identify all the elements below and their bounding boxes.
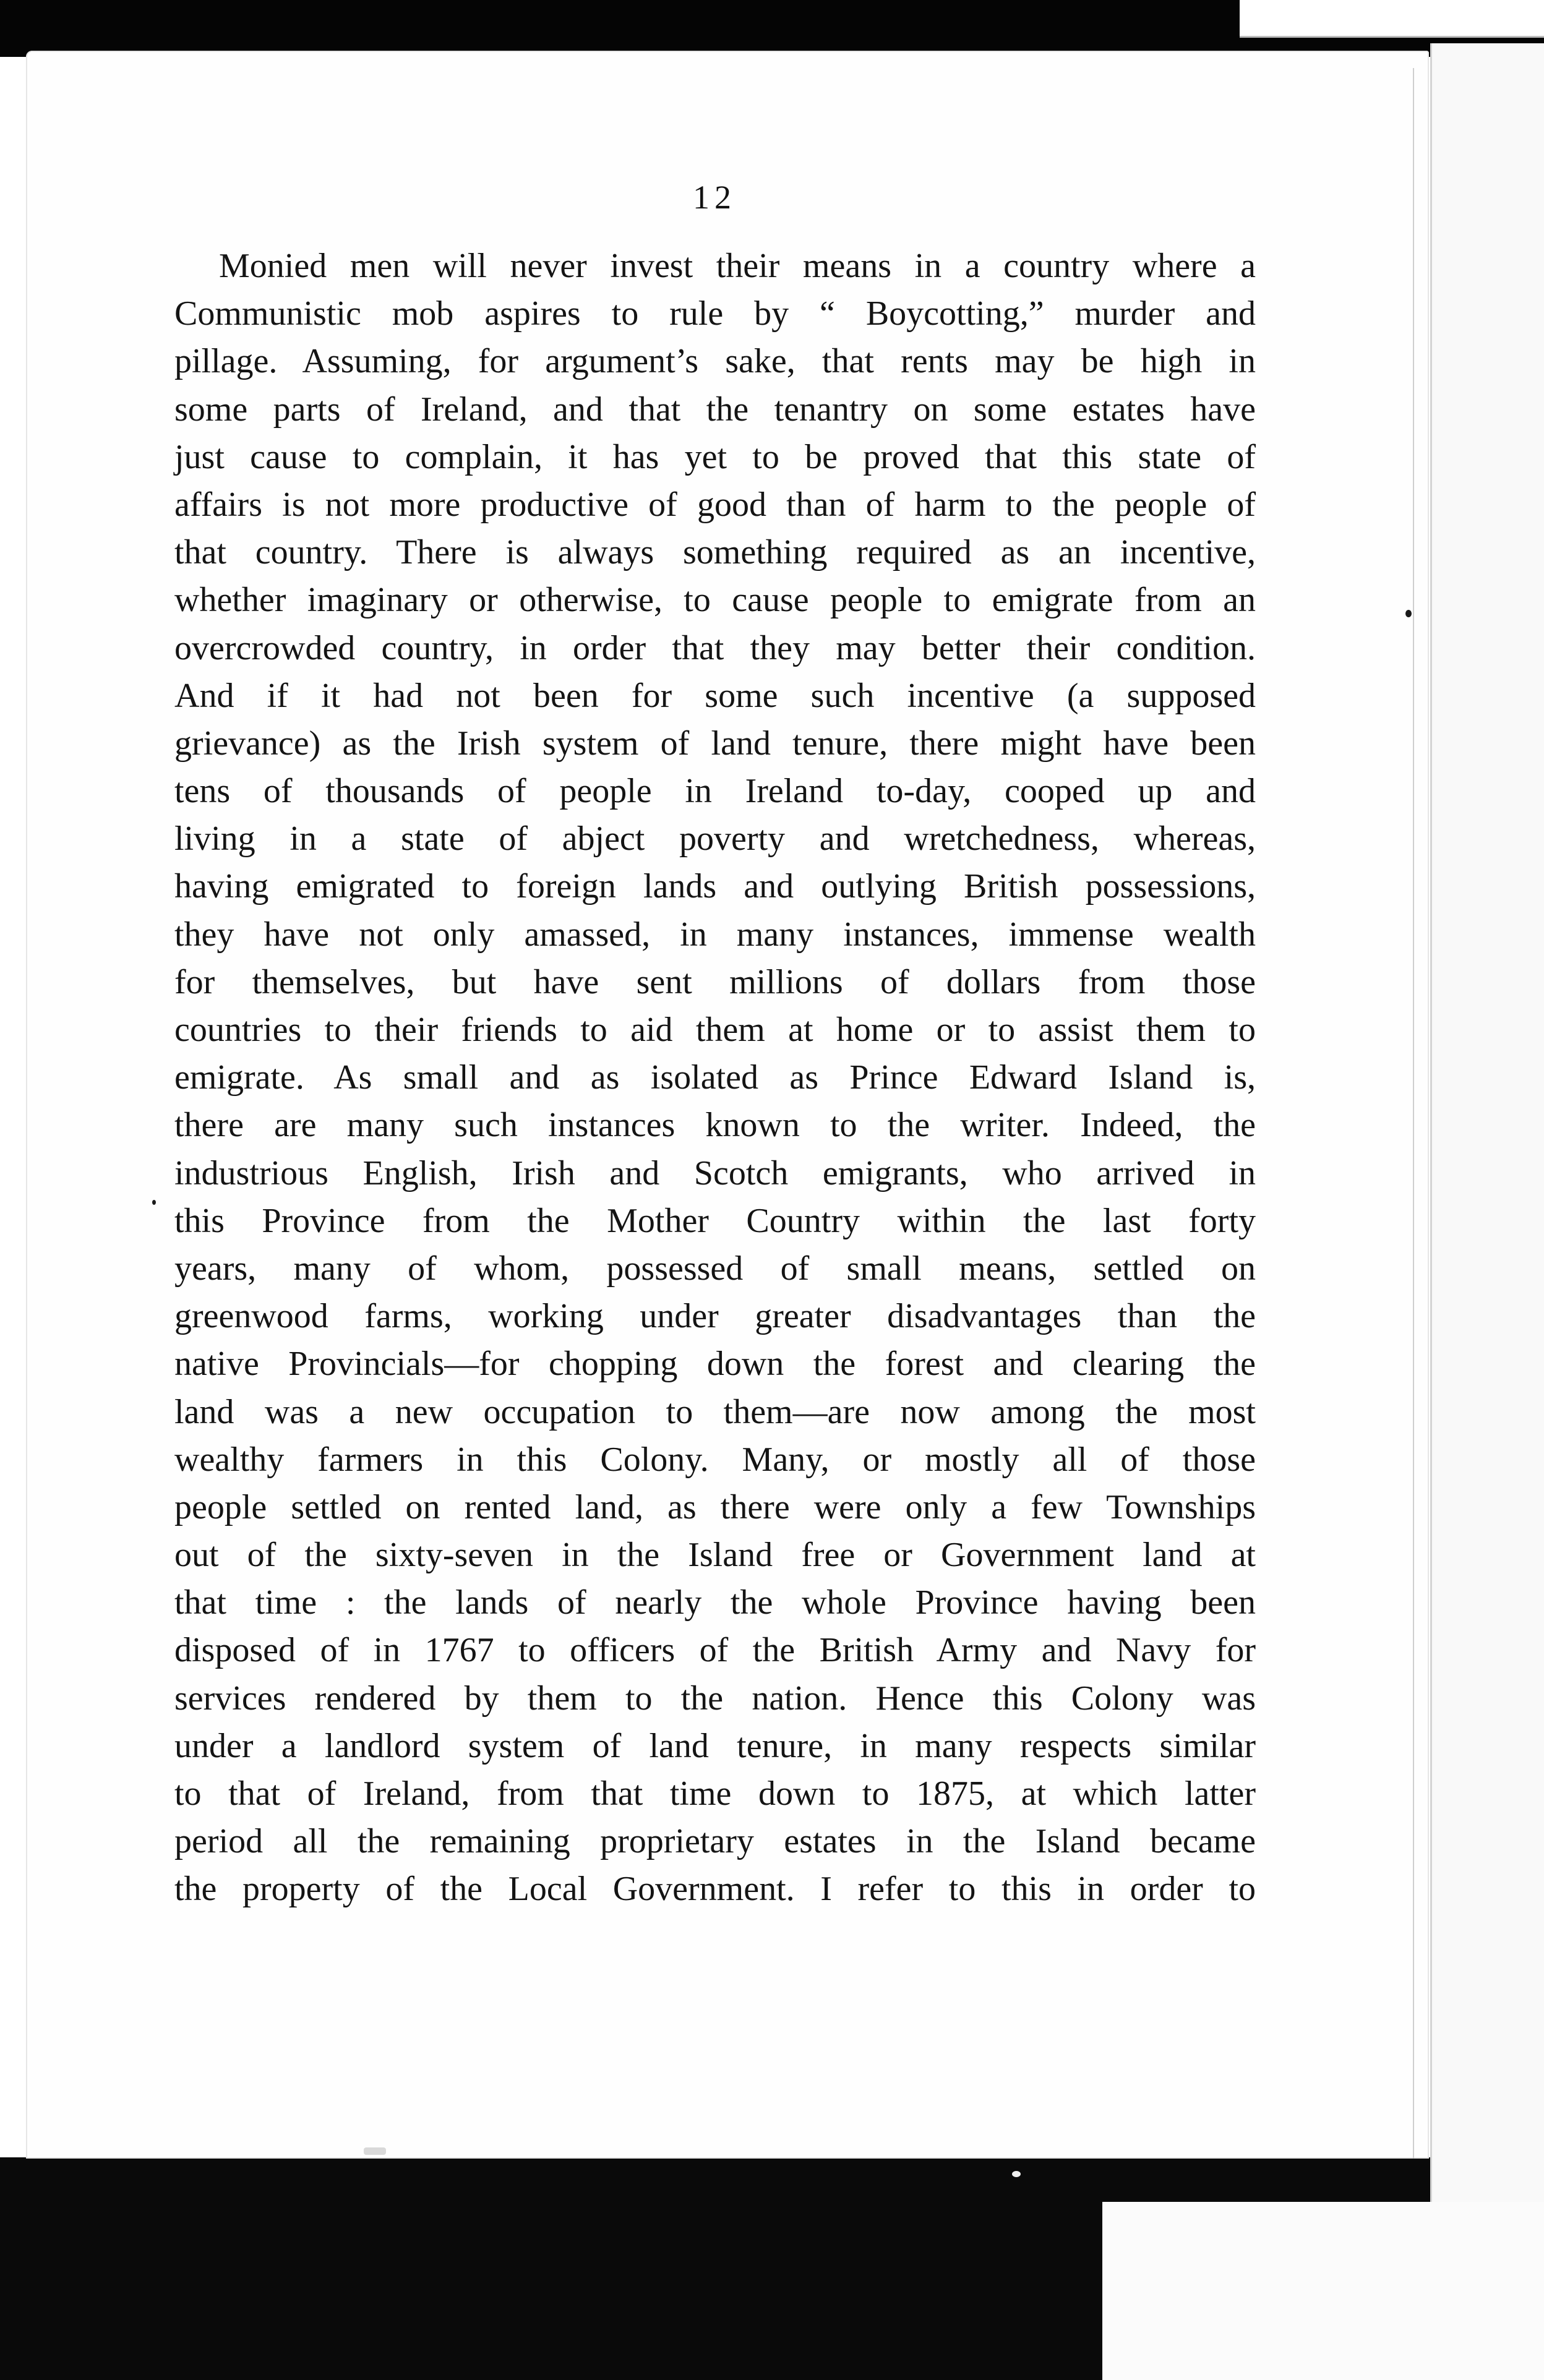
text-line: years, many of whom, possessed of small means, settled on	[174, 1249, 1256, 1288]
dust-speck	[1012, 2171, 1021, 2177]
text-line: there are many such instances known to the writer. Indeed, the	[174, 1106, 1256, 1145]
next-leaf-bottom	[1102, 2202, 1544, 2380]
text-line: out of the sixty-seven in the Island free or Government land at	[174, 1536, 1256, 1575]
text-line: emigrate. As small and as isolated as Prince Edward Island is,	[174, 1058, 1256, 1097]
text-line: industrious English, Irish and Scotch emigrants, who arrived in	[174, 1154, 1256, 1192]
text-line: Communistic mob aspires to rule by “ Boycotting,” murder and	[174, 294, 1256, 333]
text-line: grievance) as the Irish system of land tenure, there might have been	[174, 724, 1256, 763]
text-line: under a landlord system of land tenure, in many respects similar	[174, 1726, 1256, 1765]
text-line: affairs is not more productive of good than of harm to the people of	[174, 485, 1256, 524]
text-line: pillage. Assuming, for argument’s sake, that rents may be high in	[174, 342, 1256, 381]
text-line: living in a state of abject poverty and wretchedness, whereas,	[174, 820, 1256, 858]
text-line: overcrowded country, in order that they may better their condition.	[174, 628, 1256, 667]
text-line: that time : the lands of nearly the whole Province having been	[174, 1583, 1256, 1622]
page-fold-line	[1413, 68, 1414, 2159]
text-line: people settled on rented land, as there were only a few Townships	[174, 1487, 1256, 1526]
text-line: to that of Ireland, from that time down to 1875, at which latter	[174, 1774, 1256, 1813]
text-line: And if it had not been for some such incentive (a supposed	[174, 676, 1256, 715]
page-number: 12	[693, 179, 736, 216]
text-line: Monied men will never invest their means in a country where a	[219, 247, 1256, 285]
text-line: tens of thousands of people in Ireland to-day, cooped up and	[174, 772, 1256, 811]
text-line: services rendered by them to the nation. Hence this Colony was	[174, 1679, 1256, 1718]
text-line: period all the remaining proprietary estates in the Island became	[174, 1822, 1256, 1861]
text-line: greenwood farms, working under greater disadvantages than the	[174, 1297, 1256, 1336]
text-line: native Provincials—for chopping down the forest and clearing the	[174, 1345, 1256, 1384]
dust-speck	[1405, 610, 1412, 617]
next-leaf-corner	[1240, 0, 1544, 38]
text-line: disposed of in 1767 to officers of the British Army and Navy for	[174, 1631, 1256, 1670]
text-line: having emigrated to foreign lands and outlying British possessions,	[174, 867, 1256, 906]
text-line: just cause to complain, it has yet to be proved that this state of	[174, 437, 1256, 476]
dust-speck	[364, 2147, 386, 2155]
text-line: for themselves, but have sent millions of dollars from those	[174, 962, 1256, 1001]
text-line: wealthy farmers in this Colony. Many, or mostly all of those	[174, 1440, 1256, 1479]
text-line: whether imaginary or otherwise, to cause people to emigrate from an	[174, 581, 1256, 620]
text-line: that country. There is always something required as an incentive,	[174, 533, 1256, 572]
text-line: they have not only amassed, in many instances, immense wealth	[174, 915, 1256, 954]
text-line: land was a new occupation to them—are now among the most	[174, 1392, 1256, 1431]
text-line: some parts of Ireland, and that the tenantry on some estates have	[174, 390, 1256, 429]
next-leaf-edge	[1430, 43, 1544, 2202]
text-line: this Province from the Mother Country within the last forty	[174, 1201, 1256, 1240]
text-line: countries to their friends to aid them at home or to assist them to	[174, 1011, 1256, 1049]
dust-speck	[152, 1200, 156, 1205]
text-line: the property of the Local Government. I refer to this in order to	[174, 1870, 1256, 1909]
body-paragraph	[174, 242, 1256, 1914]
